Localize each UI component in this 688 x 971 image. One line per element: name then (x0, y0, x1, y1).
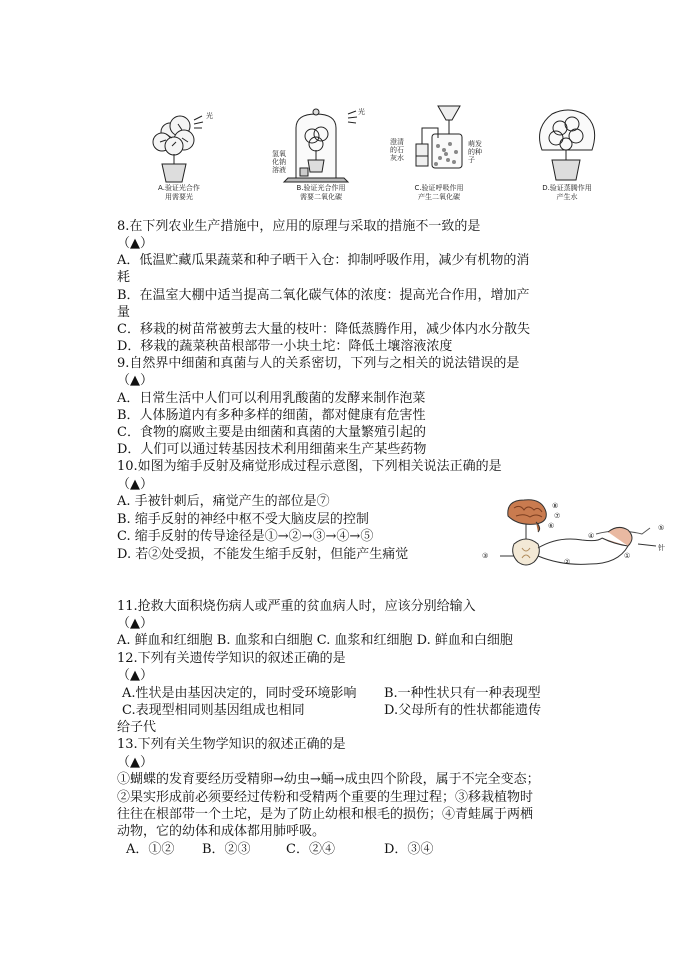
label-2: ② (564, 558, 571, 566)
q10-answer-mark: （▲） (117, 477, 153, 492)
figure-b-caption: B.验证光合作用 需要二氧化碳 (296, 184, 346, 201)
label-1: ① (624, 552, 631, 560)
q10-option-d: D. 若②处受损，不能发生缩手反射，但能产生痛觉 (117, 547, 409, 562)
label-6: ⑥ (548, 522, 555, 530)
q11-stem: 11.抢救大面积烧伤病人或严重的贫血病人时，应该分别给输入 (117, 599, 476, 614)
label-3: ③ (482, 552, 489, 560)
q10-option-b: B. 缩手反射的神经中枢不受大脑皮层的控制 (117, 512, 369, 527)
bagged-plant-drawing (528, 106, 608, 184)
label-7: ⑦ (554, 512, 561, 520)
q8-option-b: B．在温室大棚中适当提高二氧化碳气体的浓度：提高光合作用，增加产 (117, 288, 530, 303)
q8-option-b-cont: 量 (117, 305, 131, 320)
q9-option-a: A．日常生活中人们可以利用乳酸菌的发酵来制作泡菜 (117, 391, 426, 406)
figure-a-light-experiment (140, 106, 220, 186)
figure-d-transpiration-experiment (528, 106, 608, 184)
reflex-arc-diagram (478, 494, 674, 580)
q8-option-d: D．移栽的蔬菜秧苗根部带一小块土坨：降低土壤溶液浓度 (117, 339, 453, 354)
q10-option-a: A. 手被针刺后，痛觉产生的部位是⑦ (117, 494, 330, 509)
q10-option-c: C. 缩手反射的传导途径是①→②→③→④→⑤ (117, 529, 374, 544)
q8-stem: 8.在下列农业生产措施中，应用的原理与采取的措施不一致的是 (117, 219, 481, 234)
limewater-label: 澄清 的石 灰水 (390, 138, 404, 162)
figure-c-caption: C.验证呼吸作用 产生二氧化碳 (414, 184, 464, 201)
q13-option-d: D．③④ (384, 842, 434, 857)
figure-d-caption: D.验证蒸腾作用 产生水 (542, 184, 592, 201)
q13-stem: 13.下列有关生物学知识的叙述正确的是 (117, 737, 346, 752)
q12-answer-mark: （▲） (117, 668, 153, 683)
q13-answer-mark: （▲） (117, 755, 153, 770)
naoh-solution-label: 氢氧 化钠 溶液 (272, 150, 286, 174)
q11-answer-mark: （▲） (117, 616, 153, 631)
q9-stem: 9.自然界中细菌和真菌与人的关系密切，下列与之相关的说法错误的是 (117, 356, 520, 371)
label-4: ④ (588, 532, 595, 540)
q9-answer-mark: （▲） (117, 373, 153, 388)
label-5: ⑤ (658, 524, 665, 532)
q12-stem: 12.下列有关遗传学知识的叙述正确的是 (117, 651, 346, 666)
figure-a-caption: A.验证光合作 用需要光 (158, 184, 200, 201)
q12-option-d: D.父母所有的性状都能遗传 (384, 703, 542, 718)
q8-option-a-cont: 耗 (117, 270, 131, 285)
q13-option-c: C．②④ (286, 842, 335, 857)
figure-c-respiration-experiment (388, 104, 498, 184)
q9-option-c: C．食物的腐败主要是由细菌和真菌的大量繁殖引起的 (117, 425, 426, 440)
q8-answer-mark: （▲） (117, 236, 153, 251)
q13-option-b: B．②③ (202, 842, 251, 857)
q13-statement-line-4: 动物，它的幼体和成体都用肺呼吸。 (117, 824, 326, 839)
q13-statement-line-3: 往往在根部带一个土坨，是为了防止幼根和根毛的损伤；④青蛙属于两栖 (117, 807, 534, 822)
bell-jar-drawing (266, 108, 376, 186)
q12-option-b: B.一种性状只有一种表现型 (384, 686, 541, 701)
q11-options: A. 鲜血和红细胞 B. 血浆和白细胞 C. 血浆和红细胞 D. 鲜血和白细胞 (117, 633, 513, 648)
q9-option-b: B．人体肠道内有多种多样的细菌，都对健康有危害性 (117, 408, 426, 423)
q8-option-c: C．移栽的树苗常被剪去大量的枝叶：降低蒸腾作用，减少体内水分散失 (117, 322, 530, 337)
q8-option-a: A．低温贮藏瓜果蔬菜和种子晒干入仓：抑制呼吸作用，减少有机物的消 (117, 253, 530, 268)
q13-option-a: A．①② (126, 842, 175, 857)
q10-stem: 10.如图为缩手反射及痛觉形成过程示意图，下列相关说法正确的是 (117, 459, 502, 474)
figure-b-co2-experiment (266, 108, 376, 186)
label-8: ⑧ (552, 502, 559, 510)
q13-statement-line-2: ②果实形成前必须要经过传粉和受精两个重要的生理过程；③移栽植物时 (117, 790, 534, 805)
q12-option-d-cont: 给子代 (117, 720, 157, 735)
light-label: 光 (358, 108, 365, 116)
light-label: 光 (206, 112, 213, 120)
brain-spinal-cord-hand-drawing (478, 494, 674, 580)
germinating-seeds-label: 萌发 的种 子 (468, 140, 482, 164)
q13-statement-line-1: ①蝴蝶的发育要经历受精卵→幼虫→蛹→成虫四个阶段，属于不完全变态； (117, 772, 540, 787)
q12-option-c: C.表现型相同则基因组成也相同 (122, 703, 305, 718)
needle-label: 针 (658, 544, 665, 552)
q12-option-a: A.性状是由基因决定的，同时受环境影响 (122, 686, 357, 701)
q9-option-d: D．人们可以通过转基因技术利用细菌来生产某些药物 (117, 442, 427, 457)
